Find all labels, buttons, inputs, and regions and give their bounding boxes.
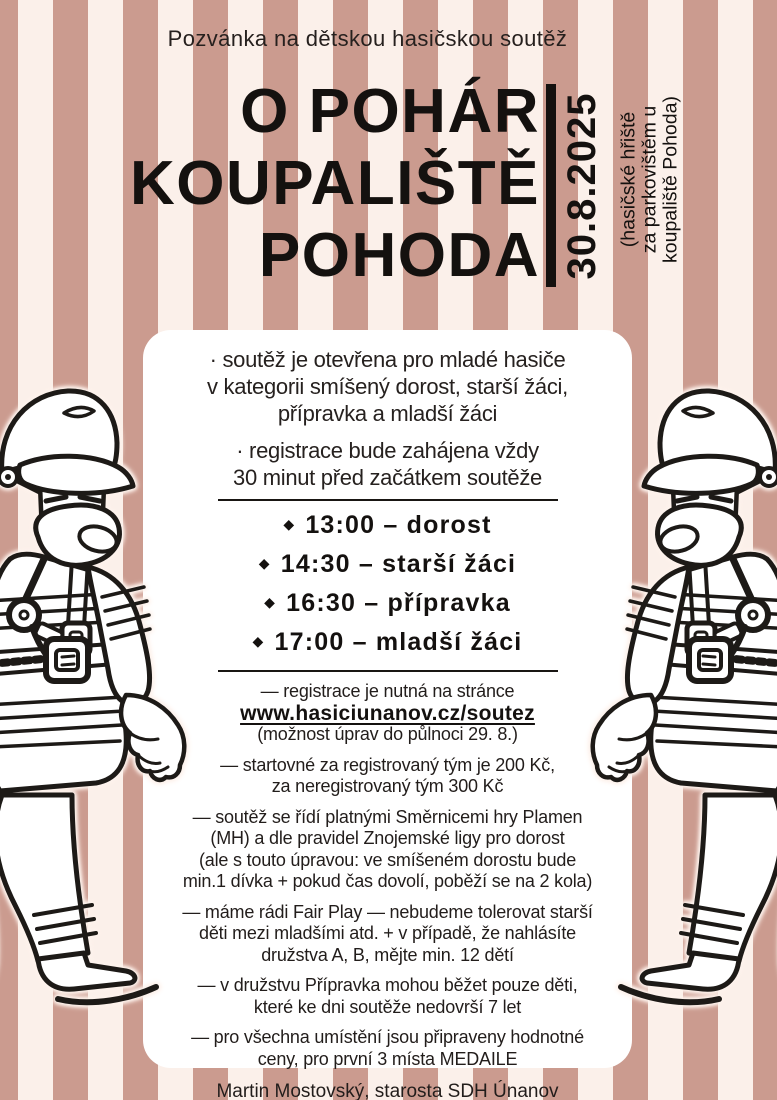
event-venue-line-3: koupaliště Pohoda): [659, 96, 682, 263]
rules-line: min.1 dívka + pokud čas dovolí, poběží se na 2 kola): [182, 871, 593, 891]
schedule-item-label: 13:00 – dorost: [305, 511, 492, 539]
pripravka-line: které ke dni soutěže nedovrší 7 let: [253, 996, 522, 1017]
fairplay-line: děti mezi mladšími atd. + v případě, že nahlásíte: [199, 923, 576, 943]
rules-line: (ale s touto úpravou: ve smíšeném dorostu bude: [198, 849, 577, 870]
rules-paragraph: [165, 807, 610, 893]
registration-deadline: (možnost úprav do půlnoci 29. 8.): [257, 724, 518, 744]
registration-note: [165, 681, 610, 746]
event-venue: [619, 80, 682, 280]
schedule-item-label: 16:30 – přípravka: [286, 589, 511, 617]
fee-line: — startovné za registrovaný tým je 200 Kč,: [220, 754, 555, 775]
prizes-line: ceny, pro první 3 místa MEDAILE: [257, 1048, 518, 1069]
intro-paragraph-registration: [165, 437, 610, 491]
prizes-line: — pro všechna umístění jsou připraveny hodnotné: [191, 1027, 584, 1047]
prizes-paragraph: [165, 1027, 610, 1070]
fairplay-paragraph: [165, 902, 610, 967]
diamond-bullet-icon: ◆: [258, 555, 271, 571]
poster-title-line-3: POHODA: [258, 221, 540, 290]
schedule-bottom-divider: [218, 670, 558, 672]
info-card-content: [143, 330, 632, 1100]
schedule-item: [165, 585, 610, 624]
rules-line: — soutěž se řídí platnými Směrnicemi hry Plamen: [192, 806, 583, 827]
diamond-bullet-icon: ◆: [264, 594, 277, 610]
schedule-item: [165, 507, 610, 546]
event-venue-line-1: (hasičské hřiště: [617, 111, 640, 248]
schedule-item-label: 14:30 – starší žáci: [280, 550, 517, 578]
schedule-item-label: 17:00 – mladší žáci: [274, 628, 523, 656]
poster-title-line-1: O POHÁR: [240, 77, 540, 146]
registration-note-line: — registrace je nutná na stránce: [260, 681, 515, 701]
fee-line: za neregistrovaný tým 300 Kč: [271, 776, 504, 796]
schedule-item: [165, 546, 610, 585]
intro-paragraph-categories: [165, 346, 610, 427]
poster-title-line-2: KOUPALIŠTĚ: [130, 149, 540, 218]
fee-paragraph: [165, 755, 610, 798]
rules-line: (MH) a dle pravidel Znojemské ligy pro dorost: [210, 828, 565, 848]
schedule-top-divider: [218, 499, 558, 501]
fairplay-line: — máme rádi Fair Play — nebudeme tolerovat starší: [182, 901, 593, 922]
schedule-item: [165, 624, 610, 663]
diamond-bullet-icon: ◆: [283, 516, 296, 532]
poster-kicker: Pozvánka na dětskou hasičskou soutěž: [167, 26, 568, 51]
title-divider-bar: [546, 84, 556, 287]
pripravka-paragraph: [165, 975, 610, 1018]
intro-line: přípravka a mladší žáci: [277, 401, 498, 426]
firefighter-illustration-right: [587, 385, 777, 1040]
intro-line: · registrace bude zahájena vždy: [236, 438, 539, 463]
event-venue-line-2: za parkovištěm u: [638, 105, 661, 254]
intro-line: 30 minut před začátkem soutěže: [233, 465, 542, 490]
schedule-list: [165, 505, 610, 666]
info-card: [143, 330, 632, 1100]
signature: Martin Mostovský, starosta SDH Únanov: [216, 1081, 559, 1100]
fairplay-line: družstva A, B, mějte min. 12 dětí: [261, 944, 514, 965]
pripravka-line: — v družstvu Přípravka mohou běžet pouze děti,: [197, 975, 578, 995]
event-date: 30.8.2025: [560, 92, 604, 280]
firefighter-illustration-left: [0, 385, 190, 1040]
diamond-bullet-icon: ◆: [252, 633, 265, 649]
poster-title: [130, 76, 540, 292]
intro-line: · soutěž je otevřena pro mladé hasiče: [209, 347, 566, 372]
intro-line: v kategorii smíšený dorost, starší žáci,: [207, 374, 568, 399]
registration-url: www.hasiciunanov.cz/soutez: [240, 701, 535, 725]
